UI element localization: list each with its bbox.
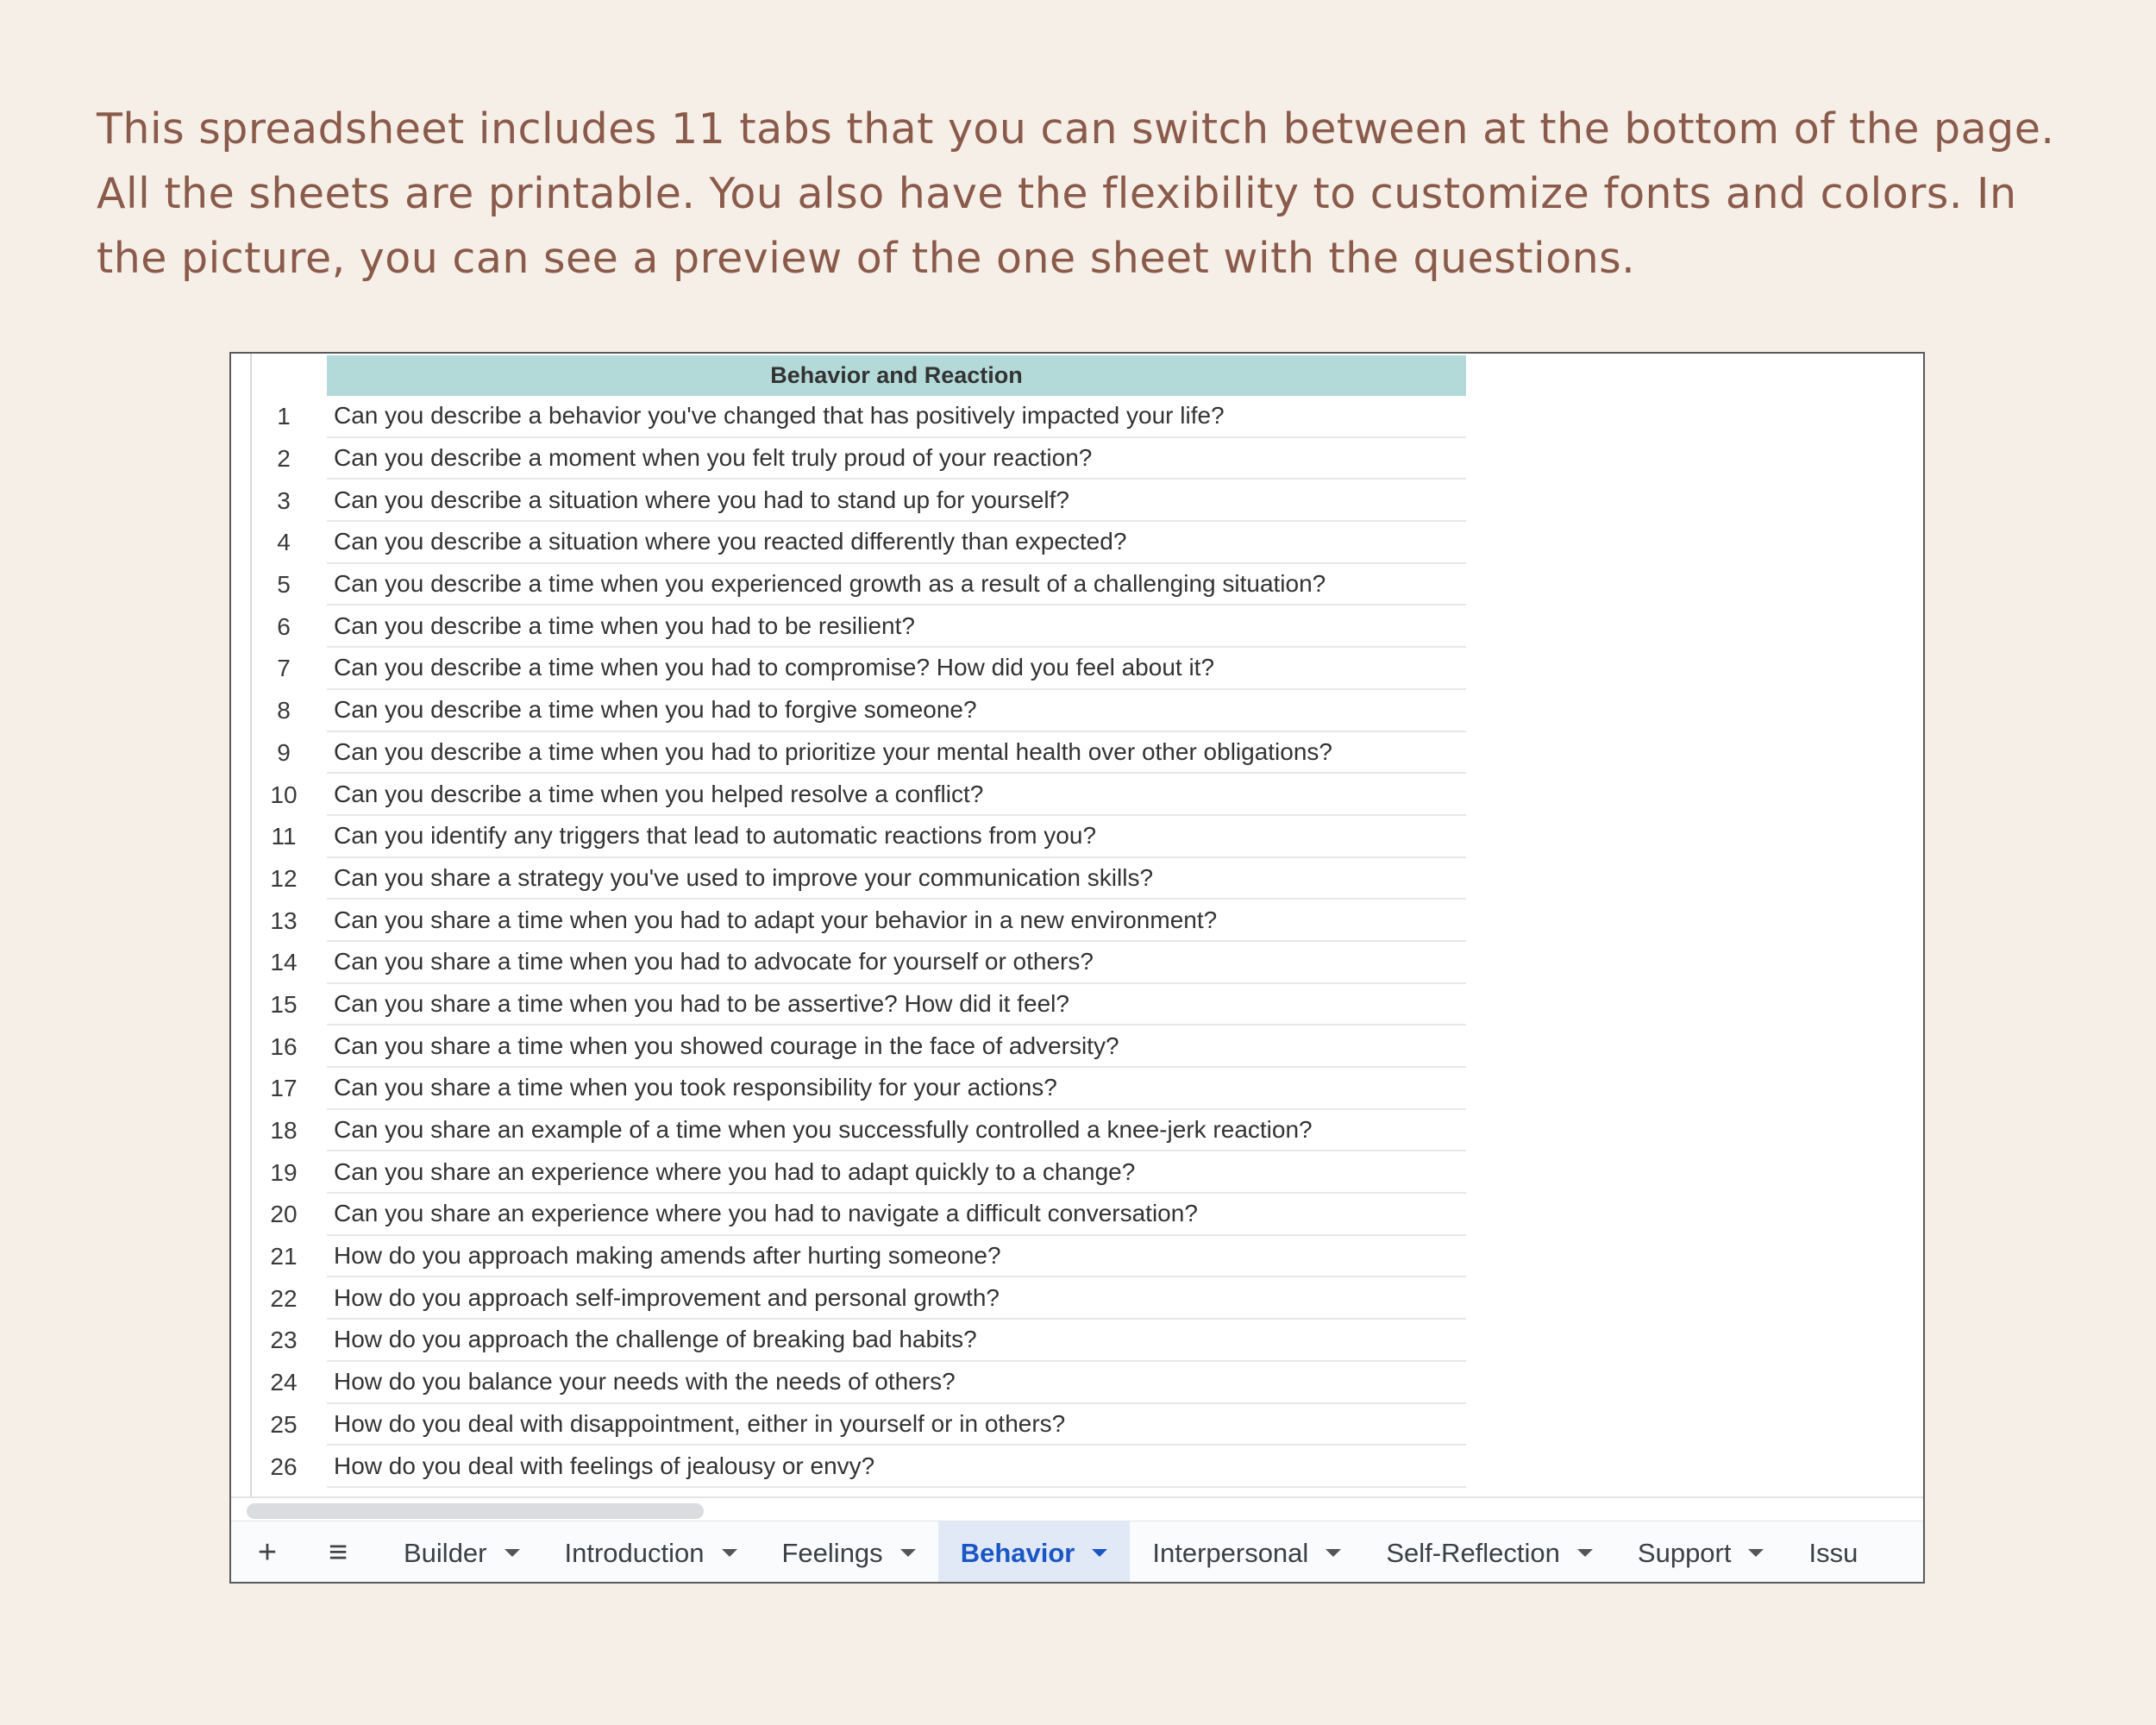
row-number[interactable]: 21 [270, 1243, 298, 1270]
question-rows [241, 396, 1923, 1488]
table-row [241, 1151, 1923, 1194]
row-number[interactable]: 4 [277, 529, 291, 556]
table-row [241, 522, 1923, 564]
tab-label: Builder [404, 1537, 487, 1568]
caret-down-icon[interactable] [900, 1549, 916, 1557]
row-number[interactable]: 11 [271, 823, 297, 850]
question-cell[interactable]: Can you describe a behavior you've changed that has positively impacted your life? [327, 396, 1466, 438]
question-cell[interactable]: Can you share a time when you had to adapt your behavior in a new environment? [327, 900, 1466, 942]
question-cell[interactable]: Can you share a time when you took responsibility for your actions? [327, 1068, 1466, 1110]
intro-text: This spreadsheet includes 11 tabs that you can switch between at the bottom of the page. All the sheets are printable. You also have the flexibility to customize fonts and colors. In the picture, you can see a preview of the one sheet with the questions. [97, 104, 2055, 283]
tab-self-reflection[interactable] [1363, 1521, 1615, 1584]
tab-label: Introduction [564, 1537, 705, 1568]
caret-down-icon[interactable] [1326, 1549, 1341, 1557]
sheet-grid [231, 354, 1923, 1496]
caret-down-icon[interactable] [1748, 1549, 1764, 1557]
row-number[interactable]: 17 [270, 1075, 298, 1102]
table-row [241, 605, 1923, 648]
table-row [241, 1068, 1923, 1110]
question-cell[interactable]: Can you describe a time when you had to forgive someone? [327, 690, 1466, 732]
tab-label: Feelings [781, 1537, 883, 1568]
tab-feelings[interactable] [760, 1521, 938, 1584]
row-number[interactable]: 25 [270, 1410, 298, 1438]
tab-builder[interactable] [381, 1521, 542, 1584]
tab-label: Behavior [960, 1537, 1075, 1568]
horizontal-scrollbar[interactable] [231, 1496, 1923, 1522]
scrollbar-thumb[interactable] [247, 1503, 704, 1519]
tab-label: Self-Reflection [1386, 1537, 1560, 1568]
question-cell[interactable]: How do you deal with disappointment, either in yourself or in others? [327, 1404, 1466, 1446]
question-cell[interactable]: Can you describe a time when you had to compromise? How did you feel about it? [327, 648, 1466, 690]
tab-label: Support [1637, 1537, 1732, 1568]
table-row [241, 564, 1923, 606]
row-number[interactable]: 7 [277, 655, 291, 682]
table-row [241, 732, 1923, 775]
table-row [241, 648, 1923, 690]
row-number[interactable]: 3 [277, 486, 291, 514]
sheet-tab-bar [231, 1521, 1923, 1584]
row-number[interactable]: 1 [277, 403, 291, 430]
question-cell[interactable]: Can you describe a moment when you felt truly proud of your reaction? [327, 438, 1466, 480]
row-number[interactable]: 5 [277, 571, 291, 599]
table-row [241, 690, 1923, 732]
table-row [241, 1110, 1923, 1152]
tab-introduction[interactable] [542, 1521, 760, 1584]
add-sheet-icon[interactable]: + [257, 1534, 278, 1571]
table-row [241, 1446, 1923, 1488]
tab-label: Interpersonal [1152, 1537, 1309, 1568]
question-cell[interactable]: Can you share a time when you had to advocate for yourself or others? [327, 942, 1466, 984]
table-row [241, 1362, 1923, 1404]
question-cell[interactable]: How do you approach self-improvement and personal growth? [327, 1277, 1466, 1320]
question-cell[interactable]: How do you approach the challenge of breaking bad habits? [327, 1320, 1466, 1362]
tab-issu[interactable] [1786, 1521, 1880, 1584]
caret-down-icon[interactable] [1092, 1549, 1107, 1557]
spreadsheet-window [229, 352, 1925, 1584]
question-cell[interactable]: Can you describe a situation where you had to stand up for yourself? [327, 480, 1466, 522]
question-cell[interactable]: Can you share an experience where you had to navigate a difficult conversation? [327, 1194, 1466, 1236]
question-cell[interactable]: Can you share a time when you showed courage in the face of adversity? [327, 1026, 1466, 1068]
row-number[interactable]: 6 [277, 612, 291, 640]
table-row [241, 774, 1923, 816]
question-cell[interactable]: How do you approach making amends after hurting someone? [327, 1236, 1466, 1278]
question-cell[interactable]: Can you share a strategy you've used to improve your communication skills? [327, 858, 1466, 900]
table-row [241, 1236, 1923, 1278]
row-number[interactable]: 10 [270, 781, 298, 808]
row-number[interactable]: 13 [270, 906, 298, 934]
row-number[interactable]: 26 [270, 1452, 298, 1480]
row-number[interactable]: 15 [270, 990, 298, 1018]
row-number[interactable]: 9 [277, 738, 291, 766]
row-number[interactable]: 2 [277, 445, 291, 473]
question-cell[interactable]: Can you describe a time when you had to prioritize your mental health over other obligations? [327, 732, 1466, 775]
question-cell[interactable]: How do you deal with feelings of jealousy or envy? [327, 1446, 1466, 1488]
row-number[interactable]: 20 [270, 1201, 298, 1228]
table-row [241, 480, 1923, 522]
caret-down-icon[interactable] [722, 1549, 737, 1557]
table-row [241, 900, 1923, 942]
all-sheets-menu-icon[interactable]: ≡ [328, 1534, 348, 1571]
table-row [241, 858, 1923, 900]
row-number[interactable]: 18 [270, 1117, 298, 1145]
tab-interpersonal[interactable] [1130, 1521, 1363, 1584]
question-cell[interactable]: Can you describe a time when you had to be resilient? [327, 605, 1466, 648]
row-number[interactable]: 22 [270, 1284, 298, 1312]
tab-behavior[interactable] [938, 1521, 1131, 1584]
table-row [241, 942, 1923, 984]
question-cell[interactable]: Can you share a time when you had to be assertive? How did it feel? [327, 984, 1466, 1026]
tab-label: Issu [1808, 1537, 1858, 1568]
table-row [241, 1277, 1923, 1320]
table-row [241, 1320, 1923, 1362]
table-row [241, 816, 1923, 858]
table-row [241, 984, 1923, 1026]
question-cell[interactable]: Can you describe a time when you experienced growth as a result of a challenging situation? [327, 564, 1466, 606]
tab-support[interactable] [1615, 1521, 1787, 1584]
row-number[interactable]: 19 [270, 1158, 298, 1186]
question-cell[interactable]: Can you share an example of a time when you successfully controlled a knee-jerk reaction? [327, 1110, 1466, 1152]
table-row [241, 1026, 1923, 1068]
caret-down-icon[interactable] [505, 1549, 520, 1557]
table-row [241, 1194, 1923, 1236]
column-header-behavior-and-reaction[interactable]: Behavior and Reaction [327, 355, 1466, 396]
row-number[interactable]: 24 [270, 1369, 298, 1396]
row-number[interactable]: 12 [270, 864, 298, 892]
question-cell[interactable]: Can you describe a situation where you reacted differently than expected? [327, 522, 1466, 564]
table-row [241, 1404, 1923, 1446]
row-number[interactable]: 23 [270, 1327, 298, 1354]
question-cell[interactable]: How do you balance your needs with the needs of others? [327, 1362, 1466, 1404]
question-cell[interactable]: Can you share an experience where you had to adapt quickly to a change? [327, 1151, 1466, 1194]
table-row [241, 438, 1923, 480]
row-number[interactable]: 14 [270, 949, 298, 976]
question-cell[interactable]: Can you identify any triggers that lead to automatic reactions from you? [327, 816, 1466, 858]
question-cell[interactable]: Can you describe a time when you helped resolve a conflict? [327, 774, 1466, 816]
row-number[interactable]: 8 [277, 697, 291, 724]
caret-down-icon[interactable] [1577, 1549, 1593, 1557]
table-row [241, 396, 1923, 438]
row-number[interactable]: 16 [270, 1032, 298, 1060]
